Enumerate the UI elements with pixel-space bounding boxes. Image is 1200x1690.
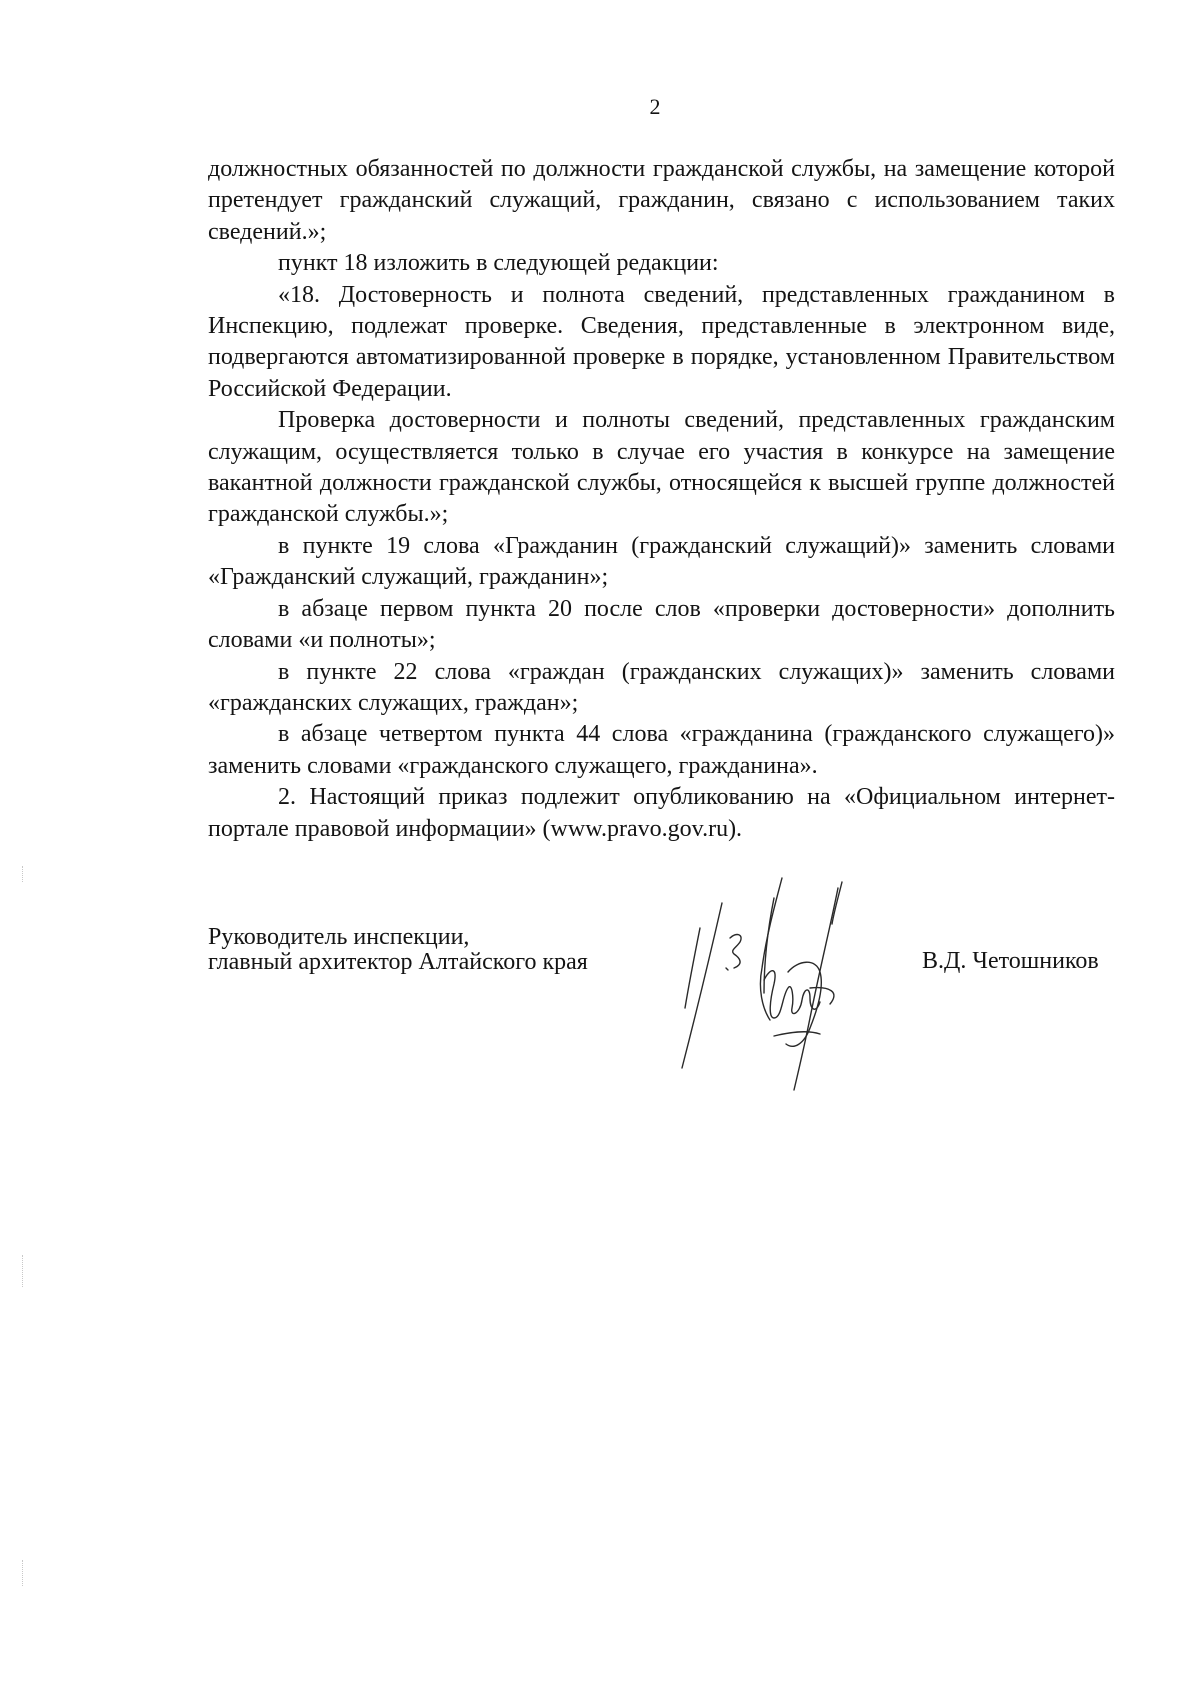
paragraph-continuation: должностных обязанностей по должности гражданской службы, на замещение которой претендует гражданский служащий, гражданин, связано с использованием таких сведений.»; [208,156,1115,245]
paragraph-item-19: в пункте 19 слова «Гражданин (гражданский служащий)» заменить словами «Гражданский служащий, гражданин»; [208,532,1115,591]
paragraph-publication: 2. Настоящий приказ подлежит опубликованию на «Официальном интернет-портале правовой информации» (www.pravo.gov.ru). [208,784,1115,842]
paragraph-item-20: в абзаце первом пункта 20 после слов «проверки достоверности» дополнить словами «и полноты»; [208,595,1115,654]
position-line-1: Руководитель инспекции, [208,924,470,950]
scan-margin-mark [22,866,25,882]
signer-name: В.Д. Четошников [922,948,1099,974]
page-number: 2 [649,94,661,119]
paragraph-verification: Проверка достоверности и полноты сведений, представленных гражданским служащим, осуществляется только в случае его участия в конкурсе на замещение вакантной должности гражданской службы, относящейся к высшей группе должностей гражданской службы.»; [208,407,1115,528]
signatory-position [208,925,588,975]
paragraph-item-18-instruction: пункт 18 изложить в следующей редакции: [278,250,719,277]
paragraph-item-44: в абзаце четвертом пункта 44 слова «гражданина (гражданского служащего)» заменить словами «гражданского служащего, гражданина». [208,721,1115,779]
paragraph-item-22: в пункте 22 слова «граждан (гражданских служащих)» заменить словами «гражданских служащих, граждан»; [208,658,1115,716]
document-body [208,154,1115,845]
paragraph-item-18-text: «18. Достоверность и полнота сведений, представленных гражданином в Инспекцию, подлежат проверке. Сведения, представленные в электронном виде, подвергаются автоматизированной проверке в порядке, установленном Правительством Российской Федерации. [208,281,1115,402]
handwritten-signature [670,868,900,1093]
scan-margin-mark [22,1255,25,1287]
position-line-2: главный архитектор Алтайского края [208,949,588,975]
scan-margin-mark [22,1560,25,1586]
